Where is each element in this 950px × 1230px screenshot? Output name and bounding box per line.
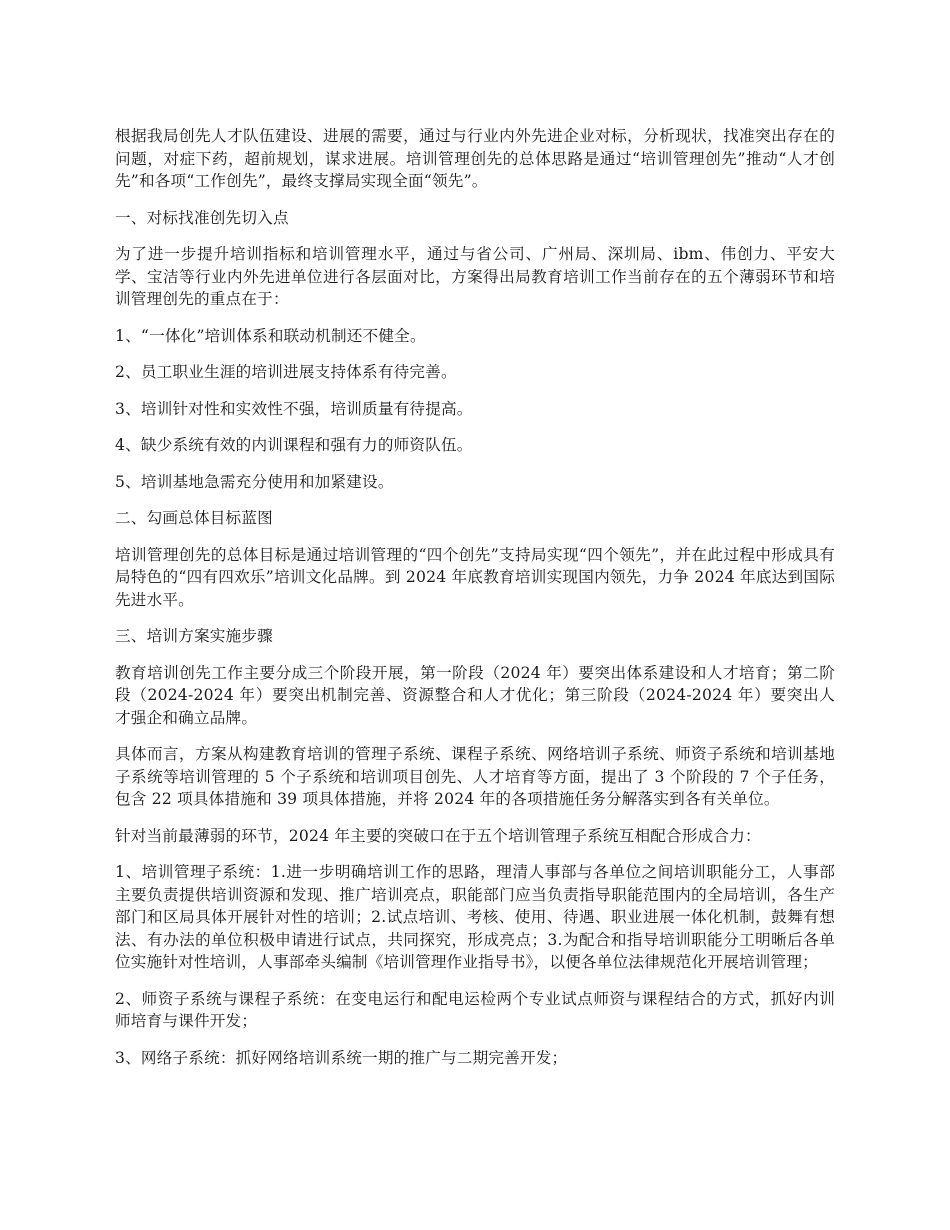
intro-paragraph: 根据我局创先人才队伍建设、进展的需要，通过与行业内外先进企业对标，分析现状，找准突出存在的问题，对症下药，超前规划，谋求进展。培训管理创先的总体思路是通过“培训管理创先”推动“人才创先”和各项“工作创先”，最终支撑局实现全面“领先”。 [115,127,835,190]
weakness-item: 2、员工职业生涯的培训进展支持体系有待完善。 [115,363,457,381]
subsystem-item: 2、师资子系统与课程子系统：在变电运行和配电运检两个专业试点师资与课程结合的方式，抓好内训师培育与课件开发； [115,989,835,1030]
section1-paragraph: 为了进一步提升培训指标和培训管理水平，通过与省公司、广州局、深圳局、ibm、伟创力、平安大学、宝洁等行业内外先进单位进行各层面对比，方案得出局教育培训工作当前存在的五个薄弱环节和培训管理创先的重点在于： [115,245,835,308]
subsystem-item: 3、网络子系统：抓好网络培训系统一期的推广与二期完善开发； [115,1048,568,1067]
section3-paragraph-details: 具体而言，方案从构建教育培训的管理子系统、课程子系统、网络培训子系统、师资子系统和培训基地子系统等培训管理的 5 个子系统和培训项目创先、人才培育等方面，提出了 3 个阶段的 7 个子任务，包含 22 项具体措施和 39 项具体措施，并将 2024 年的各项措施任务分解落实到各有关单位。 [115,745,835,808]
section3-heading: 三、培训方案实施步骤 [115,627,273,645]
weakness-item: 5、培训基地急需充分使用和加紧建设。 [115,472,394,491]
weakness-item: 1、“一体化”培训体系和联动机制还不健全。 [115,326,426,345]
section3-paragraph-breakthrough: 针对当前最薄弱的环节，2024 年主要的突破口在于五个培训管理子系统互相配合形成合力： [115,826,761,845]
weakness-item: 4、缺少系统有效的内训课程和强有力的师资队伍。 [115,436,473,454]
section2-paragraph: 培训管理创先的总体目标是通过培训管理的“四个创先”支持局实现“四个领先”，并在此过程中形成具有局特色的“四有四欢乐”培训文化品牌。到 2024 年底教育培训实现国内领先，力争 2024 年底达到国际先进水平。 [115,545,835,609]
weakness-item: 3、培训针对性和实效性不强，培训质量有待提高。 [115,399,473,418]
section3-paragraph-phases: 教育培训创先工作主要分成三个阶段开展，第一阶段（2024 年）要突出体系建设和人才培育；第二阶段（2024-2024 年）要突出机制完善、资源整合和人才优化；第三阶段（2024-2024 年）要突出人才强企和确立品牌。 [115,663,835,727]
section1-heading: 一、对标找准创先切入点 [115,208,289,227]
section2-heading: 二、勾画总体目标蓝图 [115,509,273,527]
subsystem-item: 1、培训管理子系统：1.进一步明确培训工作的思路，理清人事部与各单位之间培训职能分工，人事部主要负责提供培训资源和发现、推广培训亮点，职能部门应当负责指导职能范围内的全局培训，各生产部门和区局具体开展针对性的培训；2.试点培训、考核、使用、待遇、职业进展一体化机制，鼓舞有想法、有办法的单位积极申请进行试点，共同探究，形成亮点；3.为配合和指导培训职能分工明晰后各单位实施针对性培训，人事部牵头编制《培训管理作业指导书》，以便各单位法律规范化开展培训管理； [115,863,835,971]
